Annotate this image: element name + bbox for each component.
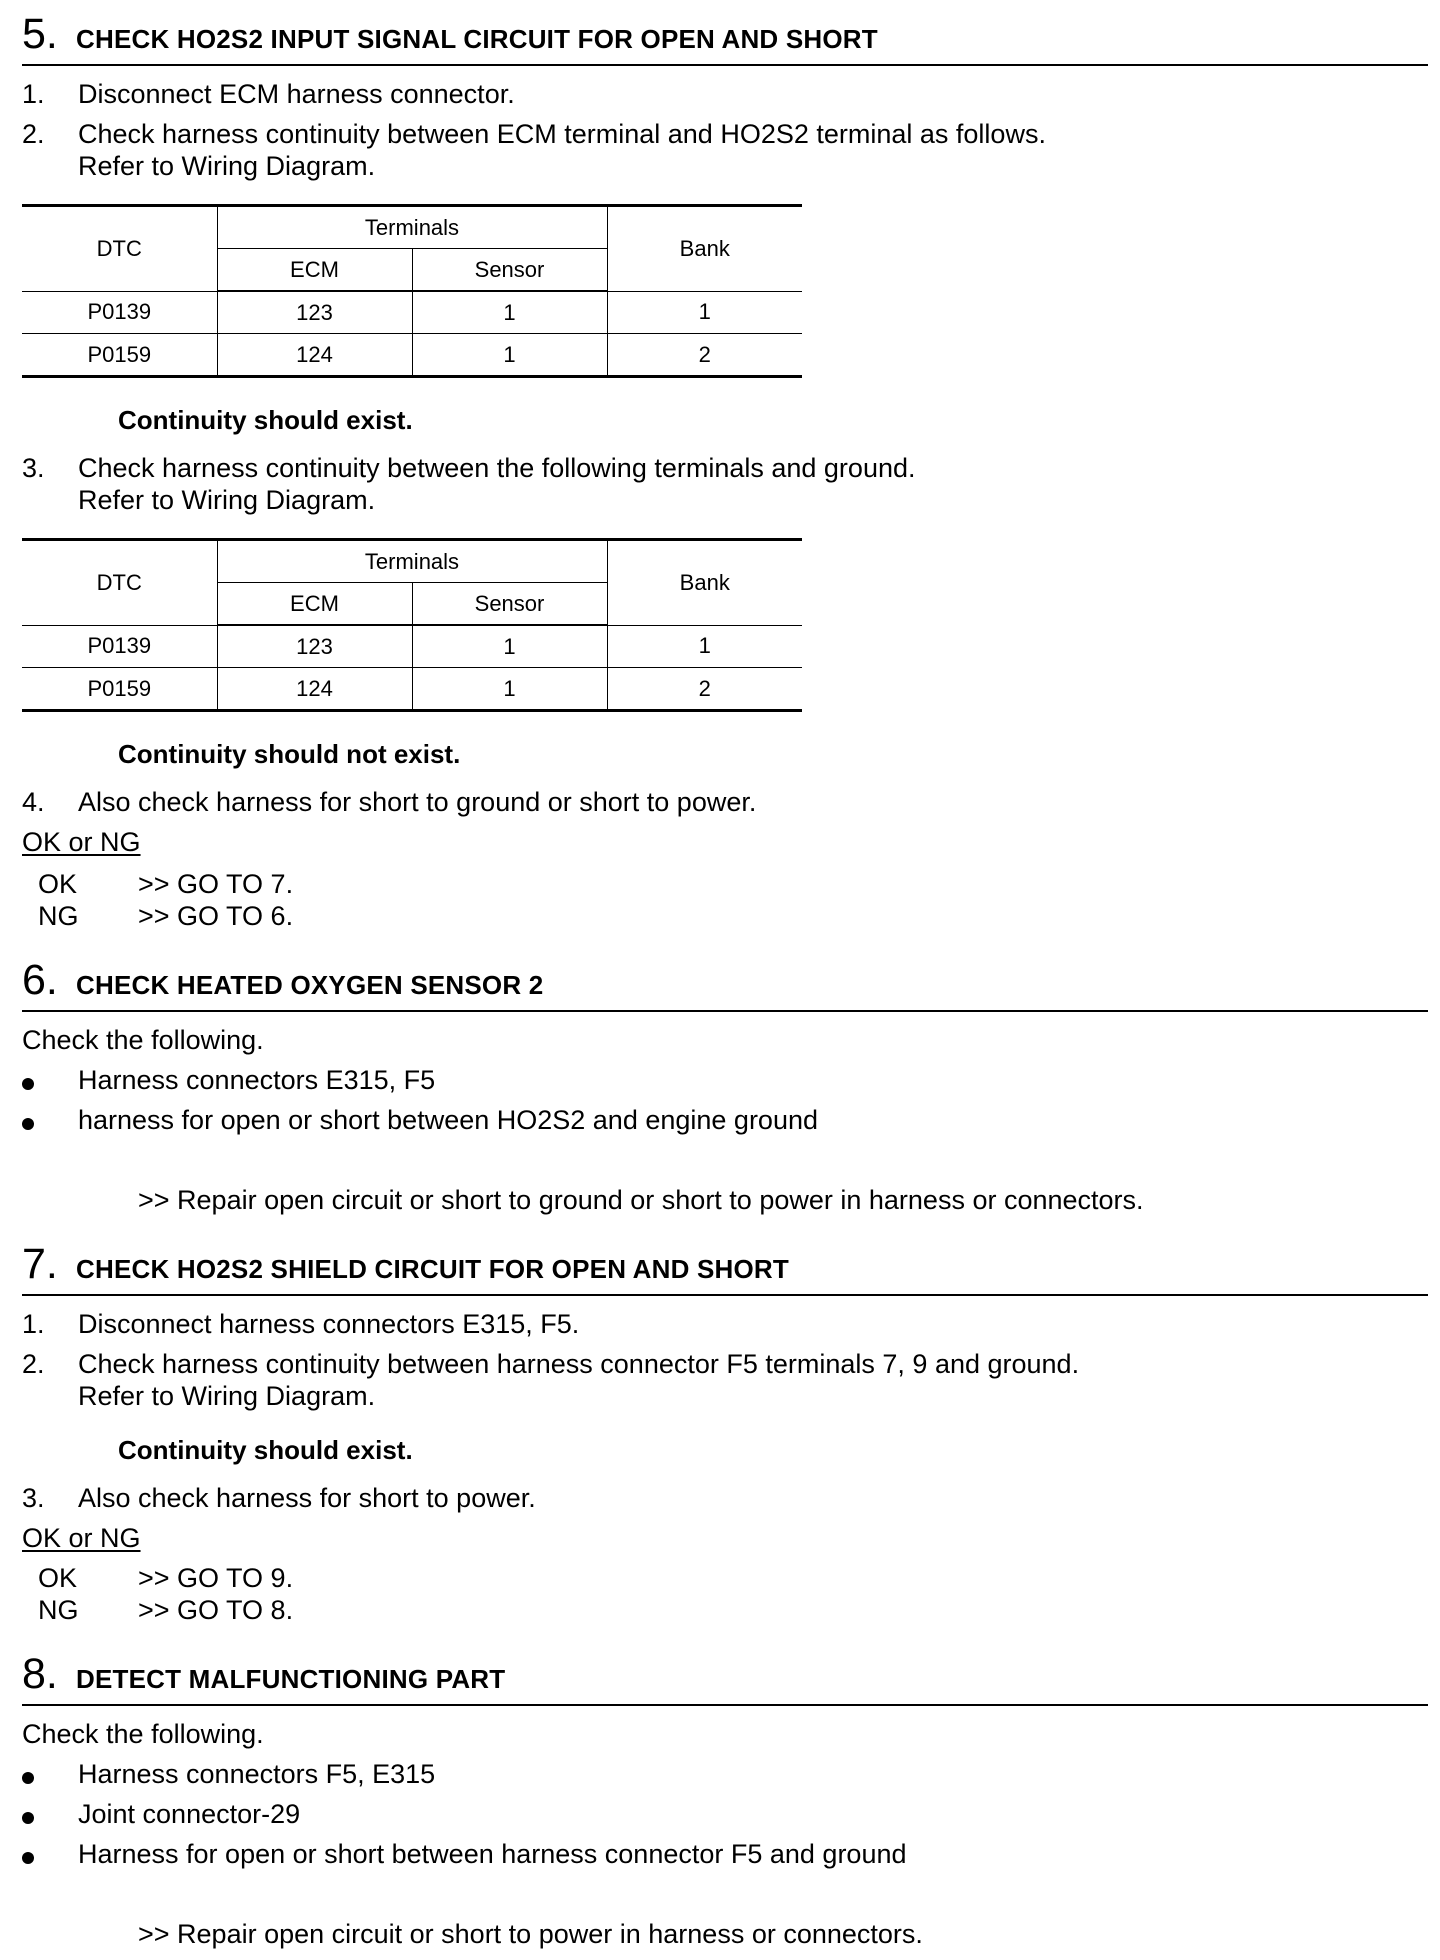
reference-text: Refer to Wiring Diagram. (78, 151, 376, 181)
bullet-item: harness for open or short between HO2S2 and engine ground (78, 1105, 818, 1135)
continuity-note: Continuity should not exist. (118, 739, 461, 769)
cell-dtc: P0159 (22, 334, 217, 377)
list-number: 3. (22, 1483, 45, 1513)
cell-ecm: 123 (217, 625, 412, 668)
bullet-icon (22, 1118, 34, 1130)
header-dtc: DTC (22, 206, 217, 292)
header-sensor: Sensor (412, 583, 607, 626)
bullet-icon (22, 1812, 34, 1824)
cell-bank: 1 (607, 291, 802, 334)
step-title: CHECK HEATED OXYGEN SENSOR 2 (76, 970, 544, 1000)
header-terminals: Terminals (217, 206, 607, 249)
cell-dtc: P0139 (22, 625, 217, 668)
list-item: Check harness continuity between harness connector F5 terminals 7, 9 and ground. (78, 1349, 1080, 1379)
list-item: Disconnect ECM harness connector. (78, 79, 515, 109)
step-5-header (22, 4, 1428, 66)
cell-bank: 1 (607, 625, 802, 668)
list-number: 2. (22, 1349, 45, 1379)
bullet-icon (22, 1772, 34, 1784)
cell-sensor: 1 (412, 625, 607, 668)
step-title: CHECK HO2S2 INPUT SIGNAL CIRCUIT FOR OPEN AND SHORT (76, 24, 878, 54)
table-row (22, 291, 802, 334)
list-number: 4. (22, 787, 45, 817)
ok-label: OK (38, 869, 78, 899)
header-sensor: Sensor (412, 249, 607, 292)
ok-action: >> GO TO 7. (138, 869, 294, 899)
step-8-header (22, 1644, 1428, 1706)
repair-action: >> Repair open circuit or short to ground or short to power in harness or connectors. (138, 1185, 1144, 1215)
step-number: 8. (22, 1650, 58, 1698)
table-row (22, 668, 802, 711)
list-number: 3. (22, 453, 45, 483)
ng-action: >> GO TO 6. (138, 901, 294, 931)
ng-label: NG (38, 901, 79, 931)
cell-dtc: P0159 (22, 668, 217, 711)
header-dtc: DTC (22, 540, 217, 626)
ng-action: >> GO TO 8. (138, 1595, 294, 1625)
continuity-note: Continuity should exist. (118, 405, 413, 435)
cell-bank: 2 (607, 334, 802, 377)
header-bank: Bank (607, 540, 802, 626)
ok-or-ng-label: OK or NG (22, 827, 141, 857)
cell-bank: 2 (607, 668, 802, 711)
reference-text: Refer to Wiring Diagram. (78, 485, 376, 515)
header-bank: Bank (607, 206, 802, 292)
bullet-item: Joint connector-29 (78, 1799, 301, 1829)
list-number: 2. (22, 119, 45, 149)
bullet-icon (22, 1078, 34, 1090)
step-number: 6. (22, 956, 58, 1004)
list-item: Also check harness for short to ground or short to power. (78, 787, 757, 817)
cell-ecm: 124 (217, 334, 412, 377)
ng-label: NG (38, 1595, 79, 1625)
step-number: 7. (22, 1240, 58, 1288)
reference-text: Refer to Wiring Diagram. (78, 1381, 376, 1411)
list-item: Disconnect harness connectors E315, F5. (78, 1309, 580, 1339)
bullet-item: Harness connectors E315, F5 (78, 1065, 436, 1095)
list-number: 1. (22, 1309, 45, 1339)
bullet-item: Harness for open or short between harness connector F5 and ground (78, 1839, 907, 1869)
list-number: 1. (22, 79, 45, 109)
intro-text: Check the following. (22, 1025, 264, 1055)
header-ecm: ECM (217, 249, 412, 292)
table-row (22, 625, 802, 668)
intro-text: Check the following. (22, 1719, 264, 1749)
step-number: 5. (22, 10, 58, 58)
cell-sensor: 1 (412, 334, 607, 377)
header-terminals: Terminals (217, 540, 607, 583)
table-row (22, 334, 802, 377)
cell-dtc: P0139 (22, 291, 217, 334)
ok-action: >> GO TO 9. (138, 1563, 294, 1593)
step-6-header (22, 950, 1428, 1012)
repair-action: >> Repair open circuit or short to power in harness or connectors. (138, 1919, 923, 1949)
bullet-item: Harness connectors F5, E315 (78, 1759, 436, 1789)
cell-ecm: 123 (217, 291, 412, 334)
list-item: Check harness continuity between the following terminals and ground. (78, 453, 916, 483)
list-item: Also check harness for short to power. (78, 1483, 536, 1513)
header-ecm: ECM (217, 583, 412, 626)
terminals-table-1 (22, 204, 802, 378)
ok-or-ng-label: OK or NG (22, 1523, 141, 1553)
terminals-table-2 (22, 538, 802, 712)
ok-label: OK (38, 1563, 78, 1593)
cell-sensor: 1 (412, 668, 607, 711)
step-title: CHECK HO2S2 SHIELD CIRCUIT FOR OPEN AND SHORT (76, 1254, 789, 1284)
step-7-header (22, 1234, 1428, 1296)
cell-ecm: 124 (217, 668, 412, 711)
cell-sensor: 1 (412, 291, 607, 334)
list-item: Check harness continuity between ECM terminal and HO2S2 terminal as follows. (78, 119, 1046, 149)
bullet-icon (22, 1852, 34, 1864)
step-title: DETECT MALFUNCTIONING PART (76, 1664, 506, 1694)
continuity-note: Continuity should exist. (118, 1435, 413, 1465)
